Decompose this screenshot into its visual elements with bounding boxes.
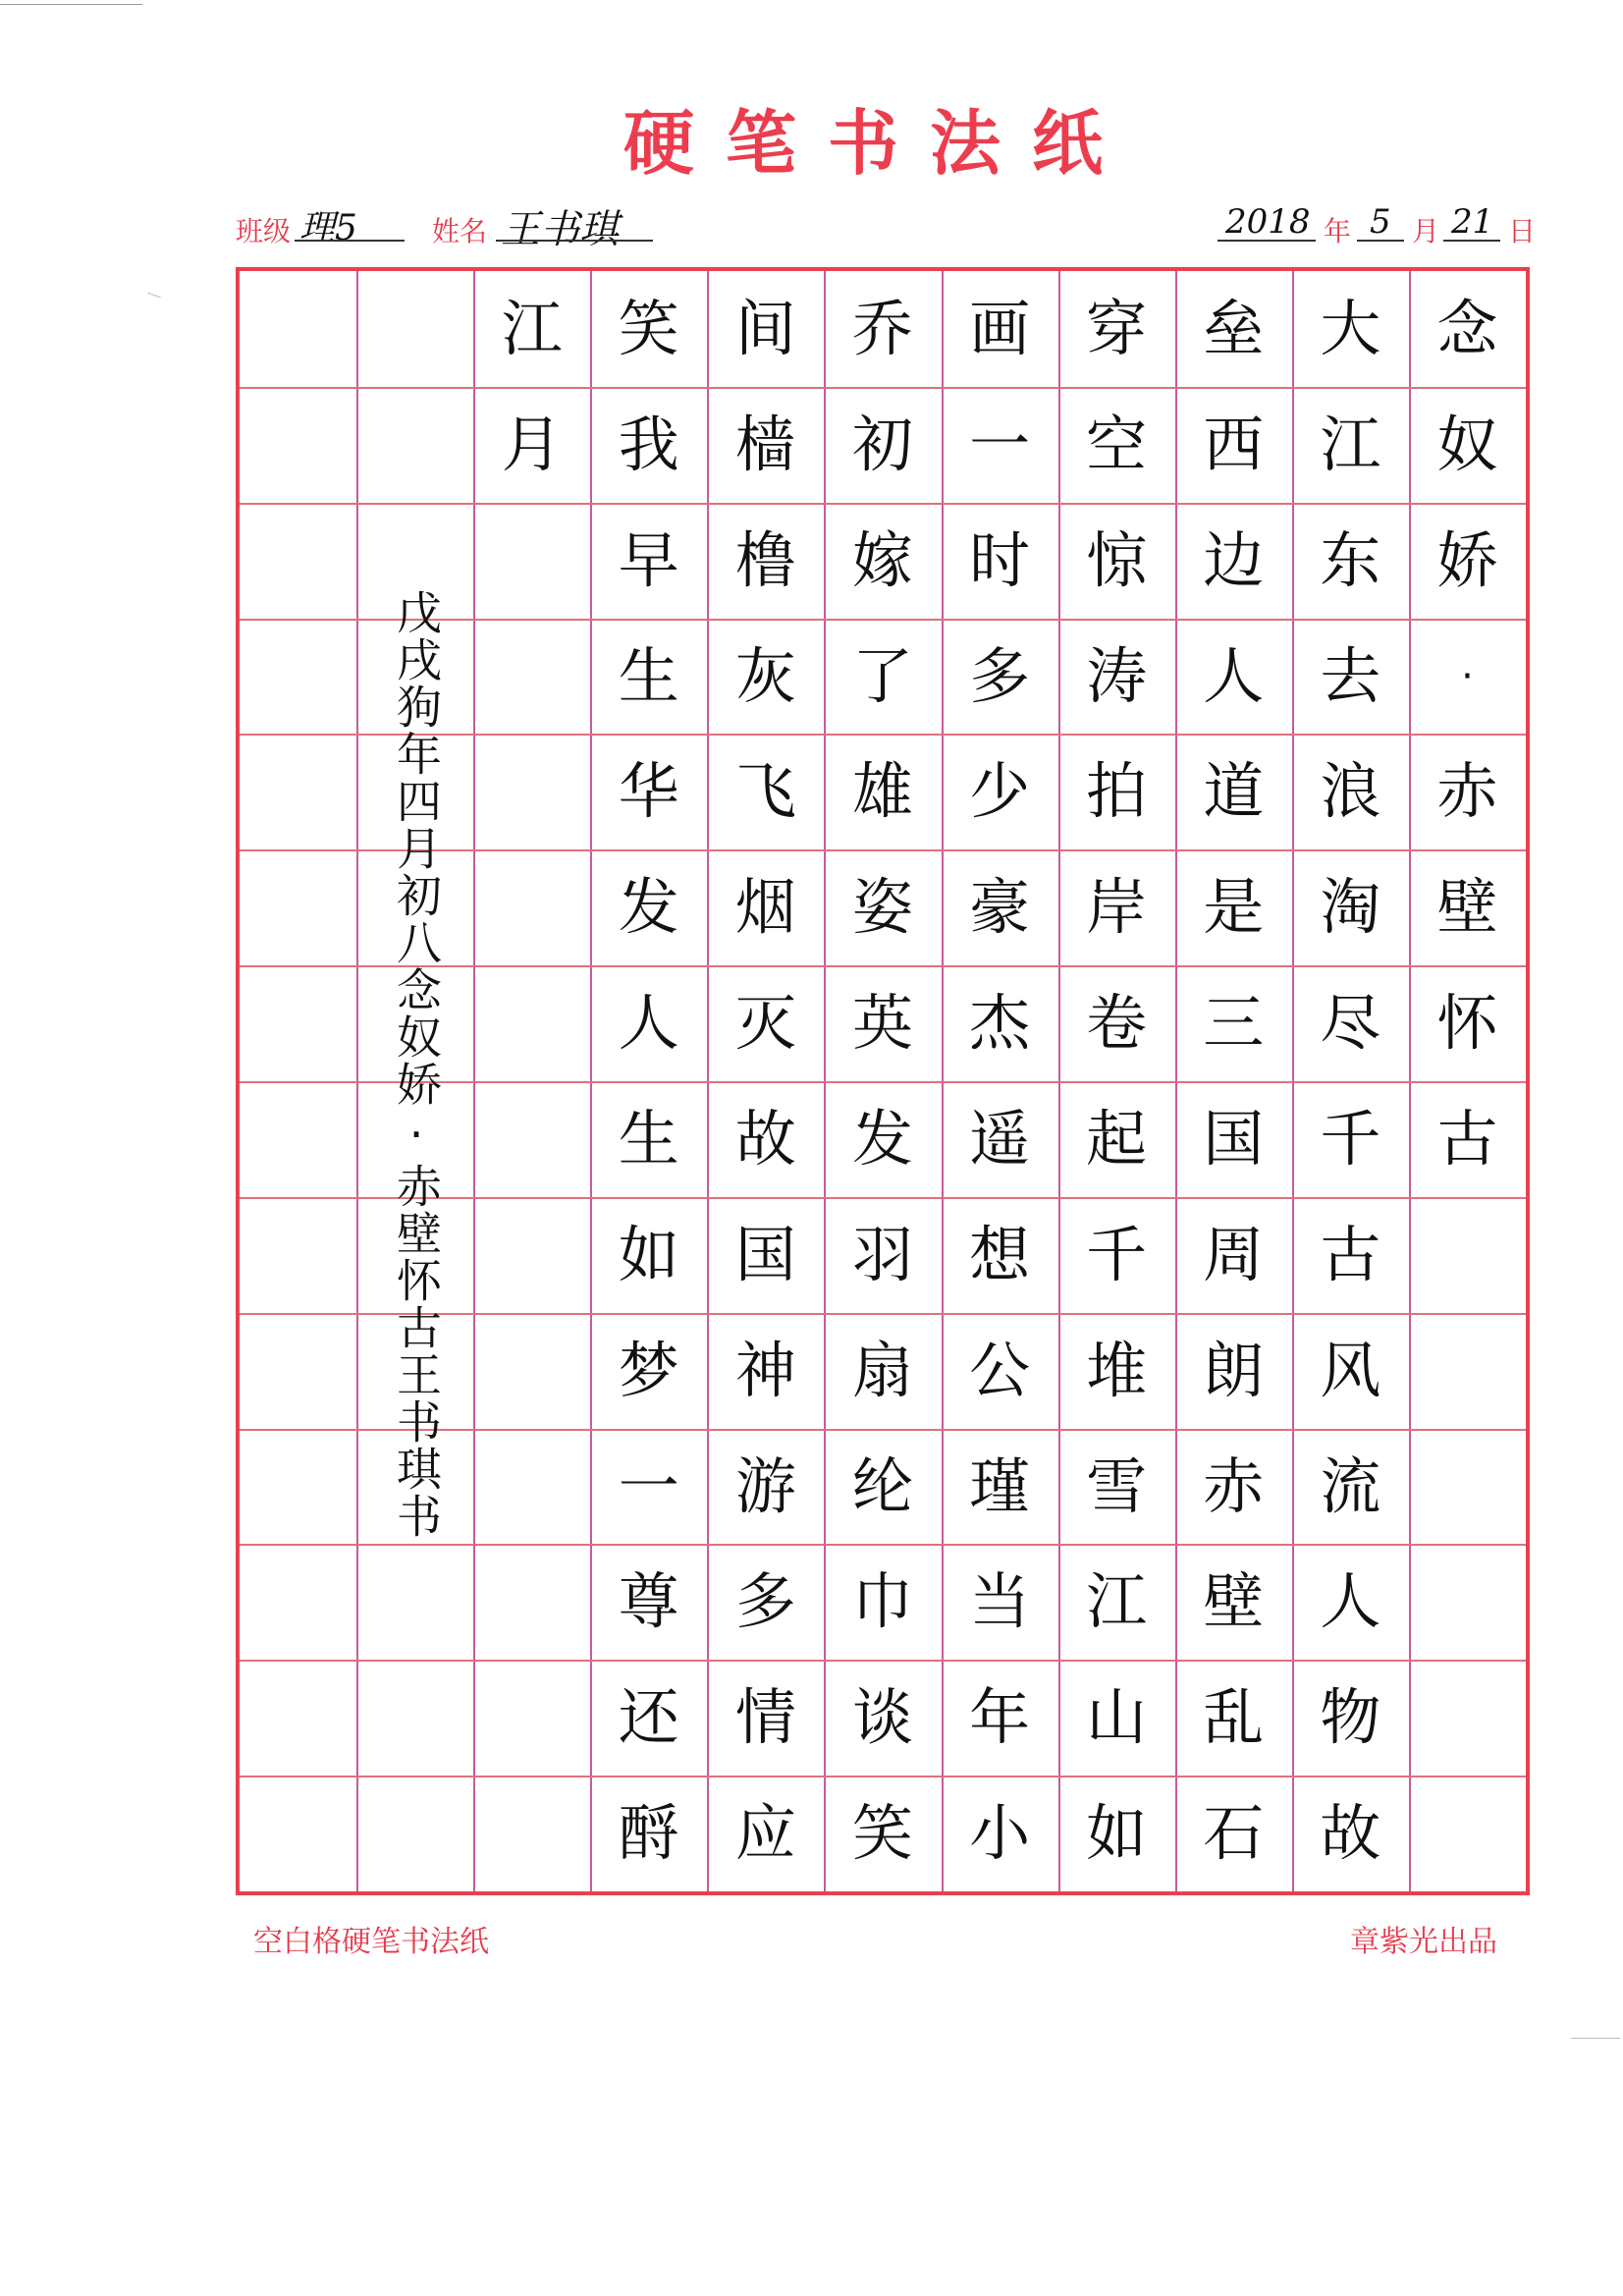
poem-character: 涛	[1086, 639, 1148, 712]
poem-character: 华	[618, 755, 679, 828]
poem-character: 朗	[1203, 1334, 1265, 1406]
poem-character: 尽	[1320, 987, 1381, 1060]
poem-character: 初	[851, 408, 913, 480]
poem-character: 谈	[851, 1681, 913, 1754]
poem-character: 故	[734, 1102, 796, 1175]
poem-character: 空	[1086, 408, 1148, 480]
page-title: 硬笔书法纸	[622, 101, 1134, 185]
poem-character: 故	[1320, 1797, 1381, 1870]
poem-character: 画	[969, 292, 1031, 364]
header-info	[0, 202, 1623, 252]
name-value: 王书琪	[501, 207, 619, 252]
day-label: 日	[1508, 215, 1537, 247]
date-year: 2018	[1225, 202, 1311, 242]
poem-character: 多	[969, 639, 1031, 712]
poem-character: 江	[1086, 1565, 1148, 1638]
poem-character: 杰	[969, 987, 1031, 1060]
poem-character: 尊	[618, 1565, 679, 1638]
poem-character: 羽	[851, 1218, 913, 1290]
poem-character: 扇	[851, 1334, 913, 1406]
poem-character: 灭	[734, 987, 796, 1060]
poem-character: 卷	[1086, 987, 1148, 1060]
poem-character: 人	[1203, 639, 1265, 712]
poem-character: 瑾	[969, 1449, 1031, 1522]
poem-character: 周	[1203, 1218, 1265, 1290]
scan-mark	[1571, 2038, 1620, 2039]
poem-character: 多	[734, 1565, 796, 1638]
poem-character: 道	[1203, 755, 1265, 828]
scan-mark	[147, 293, 160, 299]
poem-character: 念	[1436, 292, 1498, 364]
poem-character: 豪	[969, 871, 1031, 944]
poem-character: 去	[1320, 639, 1381, 712]
poem-character: 烟	[734, 871, 796, 944]
poem-character: 浪	[1320, 755, 1381, 828]
poem-character: 想	[969, 1218, 1031, 1290]
poem-character: 边	[1203, 523, 1265, 596]
poem-character: 小	[969, 1797, 1031, 1870]
poem-character: 古	[1320, 1218, 1381, 1290]
poem-character: 淘	[1320, 871, 1381, 944]
poem-character: 飞	[734, 755, 796, 828]
poem-character: 壁	[1436, 871, 1498, 944]
poem-character: 年	[969, 1681, 1031, 1754]
poem-character: 惊	[1086, 523, 1148, 596]
poem-character: 穿	[1086, 292, 1148, 364]
poem-character: 千	[1086, 1218, 1148, 1290]
poem-character: 情	[734, 1681, 796, 1754]
class-underline	[295, 240, 405, 242]
poem-character: 酹	[618, 1797, 679, 1870]
poem-character: 乔	[851, 292, 913, 364]
top-rule	[0, 4, 142, 5]
poem-character: 还	[618, 1681, 679, 1754]
poem-character: 人	[618, 987, 679, 1060]
class-value: 理5	[299, 208, 357, 248]
poem-character: 奴	[1436, 408, 1498, 480]
poem-character: 遥	[969, 1102, 1031, 1175]
poem-character: 一	[618, 1449, 679, 1522]
poem-character: 橹	[734, 523, 796, 596]
poem-character: 雪	[1086, 1449, 1148, 1522]
poem-character: ·	[1461, 653, 1474, 699]
poem-character: 物	[1320, 1681, 1381, 1754]
poem-character: 拍	[1086, 755, 1148, 828]
poem-character: 一	[969, 408, 1031, 480]
month-underline	[1357, 240, 1404, 242]
poem-character: 纶	[851, 1449, 913, 1522]
poem-character: 西	[1203, 408, 1265, 480]
poem-character: 垒	[1203, 292, 1265, 364]
poem-character: 如	[618, 1218, 679, 1290]
poem-character: 神	[734, 1334, 796, 1406]
poem-character: 赤	[1203, 1449, 1265, 1522]
poem-character: 东	[1320, 523, 1381, 596]
footer-left: 空白格硬笔书法纸	[253, 1925, 489, 1959]
poem-character: 生	[618, 1102, 679, 1175]
poem-character: 游	[734, 1449, 796, 1522]
poem-character: 少	[969, 755, 1031, 828]
poem-character: 壁	[1203, 1565, 1265, 1638]
poem-character: 我	[618, 408, 679, 480]
poem-character: 灰	[734, 639, 796, 712]
day-underline	[1443, 240, 1500, 242]
poem-character: 赤	[1436, 755, 1498, 828]
poem-character: 江	[1320, 408, 1381, 480]
poem-character: 英	[851, 987, 913, 1060]
poem-character: 巾	[851, 1565, 913, 1638]
poem-character: 国	[734, 1218, 796, 1290]
poem-character: 是	[1203, 871, 1265, 944]
poem-character: 樯	[734, 408, 796, 480]
poem-character: 间	[734, 292, 796, 364]
poem-character: 应	[734, 1797, 796, 1870]
poem-character: 怀	[1436, 987, 1498, 1060]
poem-character: 三	[1203, 987, 1265, 1060]
poem-character: 千	[1320, 1102, 1381, 1175]
date-month: 5	[1370, 202, 1391, 242]
poem-character: 风	[1320, 1334, 1381, 1406]
poem-character: 嫁	[851, 523, 913, 596]
poem-character: 姿	[851, 871, 913, 944]
date-day: 21	[1451, 202, 1494, 242]
poem-character: 人	[1320, 1565, 1381, 1638]
poem-character: 月	[501, 408, 563, 480]
poem-character: 石	[1203, 1797, 1265, 1870]
poem-character: 娇	[1436, 523, 1498, 596]
poem-character: 了	[851, 639, 913, 712]
poem-character: 发	[618, 871, 679, 944]
poem-character: 笑	[851, 1797, 913, 1870]
poem-character: 笑	[618, 292, 679, 364]
poem-character: 早	[618, 523, 679, 596]
poem-character: 山	[1086, 1681, 1148, 1754]
year-label: 年	[1324, 215, 1352, 247]
poem-character: 流	[1320, 1449, 1381, 1522]
poem-character: 乱	[1203, 1681, 1265, 1754]
poem-character: 起	[1086, 1102, 1148, 1175]
signature-column: 戊戌狗年四月初八念奴娇·赤壁怀古王书琪书	[390, 589, 443, 1540]
month-label: 月	[1412, 215, 1440, 247]
name-underline	[496, 240, 653, 242]
year-underline	[1217, 240, 1316, 242]
poem-character: 如	[1086, 1797, 1148, 1870]
class-label: 班级	[236, 215, 292, 247]
poem-character: 国	[1203, 1102, 1265, 1175]
name-label: 姓名	[432, 215, 488, 247]
poem-character: 发	[851, 1102, 913, 1175]
poem-character: 古	[1436, 1102, 1498, 1175]
poem-character: 公	[969, 1334, 1031, 1406]
poem-character: 雄	[851, 755, 913, 828]
poem-character: 时	[969, 523, 1031, 596]
poem-character: 生	[618, 639, 679, 712]
poem-character: 梦	[618, 1334, 679, 1406]
poem-character: 当	[969, 1565, 1031, 1638]
poem-character: 江	[501, 292, 563, 364]
footer-right: 章紫光出品	[1350, 1925, 1497, 1959]
poem-character: 大	[1320, 292, 1381, 364]
poem-character: 岸	[1086, 871, 1148, 944]
poem-character: 堆	[1086, 1334, 1148, 1406]
